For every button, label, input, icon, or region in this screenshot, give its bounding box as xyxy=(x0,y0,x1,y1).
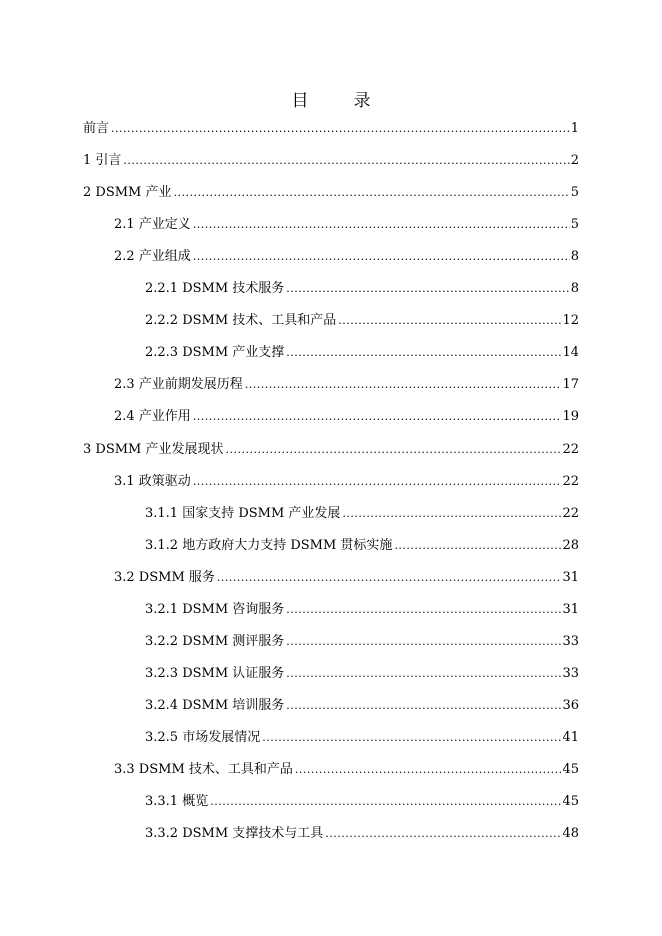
toc-entry-label: 2.3 产业前期发展历程 xyxy=(114,377,243,393)
page-title: 目 录 xyxy=(291,91,385,111)
toc-entry[interactable] xyxy=(114,569,579,587)
toc-entry-label: 3.2.4 DSMM 培训服务 xyxy=(145,697,285,713)
toc-leader-dots xyxy=(338,312,561,330)
toc-entry-label: 2.2.2 DSMM 技术、工具和产品 xyxy=(145,313,337,329)
toc-entry-label: 3.2.1 DSMM 咨询服务 xyxy=(145,601,285,617)
toc-leader-dots xyxy=(193,216,570,234)
toc-entry-label: 前言 xyxy=(83,121,110,136)
toc-entry[interactable] xyxy=(114,216,579,234)
toc-entry[interactable] xyxy=(83,152,579,170)
toc-entry[interactable] xyxy=(145,601,579,619)
toc-leader-dots xyxy=(325,825,561,843)
toc-entry-page-number: 28 xyxy=(562,537,579,553)
toc-entry-label: 3.3.1 概览 xyxy=(145,794,209,810)
toc-entry[interactable] xyxy=(145,665,579,683)
toc-leader-dots xyxy=(342,505,561,523)
toc-leader-dots xyxy=(286,344,561,362)
toc-entry-page-number: 22 xyxy=(562,441,579,457)
toc-entry-page-number: 19 xyxy=(562,409,579,425)
toc-entry-label: 3.1 政策驱动 xyxy=(114,473,191,489)
toc-leader-dots xyxy=(286,697,561,715)
toc-entry-page-number: 5 xyxy=(570,185,579,201)
toc-entry-label: 3.1.2 地方政府大力支持 DSMM 贯标实施 xyxy=(145,537,393,553)
toc-entry-page-number: 22 xyxy=(562,473,579,489)
toc-entry[interactable] xyxy=(114,408,579,426)
toc-entry[interactable] xyxy=(145,280,579,298)
toc-entry-label: 2 DSMM 产业 xyxy=(83,185,172,201)
toc-entry-label: 2.2 产业组成 xyxy=(114,249,191,265)
toc-entry-page-number: 48 xyxy=(562,826,579,842)
toc-leader-dots xyxy=(286,665,561,683)
toc-leader-dots xyxy=(193,248,570,266)
toc-entry[interactable] xyxy=(83,441,579,459)
toc-entry-label: 2.4 产业作用 xyxy=(114,409,191,425)
toc-entry[interactable] xyxy=(145,633,579,651)
toc-entry-page-number: 41 xyxy=(562,729,579,745)
toc-leader-dots xyxy=(295,761,562,779)
toc-entry-page-number: 45 xyxy=(562,762,579,777)
toc-entry[interactable] xyxy=(145,825,579,843)
toc-entry[interactable] xyxy=(114,473,579,491)
toc-entry[interactable] xyxy=(114,376,579,394)
toc-entry-page-number: 33 xyxy=(562,665,579,681)
toc-entry[interactable] xyxy=(145,729,579,747)
toc-entry-label: 1 引言 xyxy=(83,153,122,169)
toc-entry-page-number: 45 xyxy=(562,794,579,810)
toc-entry-label: 3.2.5 市场发展情况 xyxy=(145,729,261,745)
toc-leader-dots xyxy=(226,441,562,459)
toc-leader-dots xyxy=(394,537,561,555)
toc-entry[interactable] xyxy=(145,344,579,362)
toc-entry-page-number: 14 xyxy=(562,345,579,361)
toc-entry-page-number: 31 xyxy=(562,569,579,585)
toc-entry-label: 3.3.2 DSMM 支撑技术与工具 xyxy=(145,826,324,842)
toc-entry[interactable] xyxy=(145,505,579,523)
toc-entry-page-number: 36 xyxy=(562,697,579,713)
toc-entry[interactable] xyxy=(83,120,579,138)
toc-leader-dots xyxy=(286,633,561,651)
toc-entry-label: 3.2.3 DSMM 认证服务 xyxy=(145,665,285,681)
toc-entry[interactable] xyxy=(145,697,579,715)
toc-entry-label: 2.2.3 DSMM 产业支撑 xyxy=(145,345,285,361)
toc-entry-page-number: 1 xyxy=(570,121,579,136)
toc-leader-dots xyxy=(210,793,561,811)
toc-entry[interactable] xyxy=(145,312,579,330)
toc-entry-label: 3 DSMM 产业发展现状 xyxy=(83,441,224,457)
toc-leader-dots xyxy=(245,376,562,394)
toc-entry-page-number: 31 xyxy=(562,601,579,617)
toc-entry-label: 3.2.2 DSMM 测评服务 xyxy=(145,633,285,649)
toc-entry-page-number: 8 xyxy=(570,249,579,265)
toc-entry-label: 3.3 DSMM 技术、工具和产品 xyxy=(114,762,293,777)
toc-entry-page-number: 17 xyxy=(562,377,579,393)
toc-entry-label: 3.1.1 国家支持 DSMM 产业发展 xyxy=(145,505,341,521)
toc-leader-dots xyxy=(262,729,561,747)
toc-entry-page-number: 33 xyxy=(562,633,579,649)
toc-entry-page-number: 22 xyxy=(562,505,579,521)
toc-leader-dots xyxy=(193,408,562,426)
toc-entry-page-number: 8 xyxy=(570,281,579,297)
toc-leader-dots xyxy=(217,569,562,587)
toc-leader-dots xyxy=(193,473,562,491)
toc-entry[interactable] xyxy=(114,761,579,779)
toc-leader-dots xyxy=(174,184,570,202)
toc-entry[interactable] xyxy=(83,184,579,202)
toc-leader-dots xyxy=(111,120,570,138)
toc-entry-page-number: 12 xyxy=(562,313,579,329)
toc-entry-label: 2.1 产业定义 xyxy=(114,217,191,233)
toc-leader-dots xyxy=(123,152,569,170)
toc-entry[interactable] xyxy=(114,248,579,266)
toc-entry-label: 3.2 DSMM 服务 xyxy=(114,569,215,585)
toc-entry-page-number: 5 xyxy=(570,217,579,233)
toc-leader-dots xyxy=(286,601,561,619)
toc-entry-page-number: 2 xyxy=(570,153,579,169)
toc-leader-dots xyxy=(286,280,569,298)
toc-entry[interactable] xyxy=(145,537,579,555)
toc-entry[interactable] xyxy=(145,793,579,811)
toc-entry-label: 2.2.1 DSMM 技术服务 xyxy=(145,281,285,297)
